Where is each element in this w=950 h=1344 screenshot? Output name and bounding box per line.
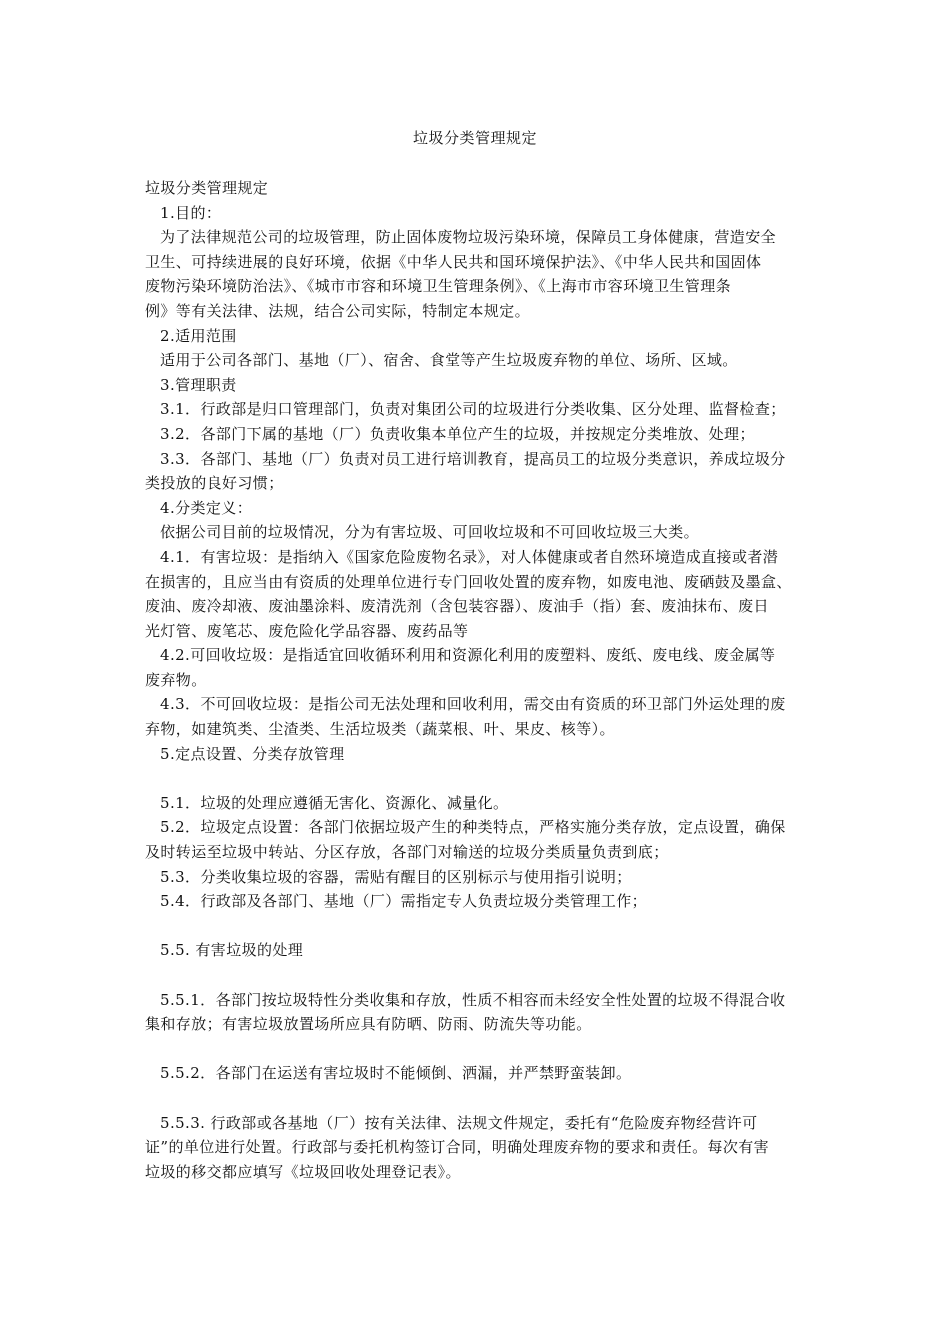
paragraph-line: 光灯管、废笔芯、废危险化学品容器、废药品等 xyxy=(145,621,469,640)
paragraph-line: 集和存放；有害垃圾放置场所应具有防晒、防雨、防流失等功能。 xyxy=(145,1015,592,1034)
paragraph-line: 5.3．分类收集垃圾的容器，需贴有醒目的区别标示与使用指引说明； xyxy=(160,867,632,886)
paragraph-line: 废油、废冷却液、废油墨涂料、废清洗剂（含包装容器）、废油手（指）套、废油抹布、废日 xyxy=(145,597,769,616)
paragraph-line: 5.4．行政部及各部门、基地（厂）需指定专人负责垃圾分类管理工作； xyxy=(160,892,648,911)
document-title: 垃圾分类管理规定 xyxy=(412,129,537,147)
section-heading: 5.5. 有害垃圾的处理 xyxy=(160,941,304,960)
blank-line xyxy=(145,766,815,791)
section-heading: 5.定点设置、分类存放管理 xyxy=(160,744,345,763)
paragraph-line: 4.1．有害垃圾：是指纳入《国家危险废物名录》，对人体健康或者自然环境造成直接或者潜 xyxy=(160,547,779,566)
paragraph-line: 例》等有关法律、法规，结合公司实际，特制定本规定。 xyxy=(145,301,531,320)
paragraph-line: 证”的单位进行处置。行政部与委托机构签订合同，明确处理废弃物的要求和责任。每次有害 xyxy=(145,1138,770,1157)
document-body xyxy=(145,176,815,1184)
paragraph-line: 垃圾的移交都应填写《垃圾回收处理登记表》。 xyxy=(145,1162,461,1181)
paragraph-line: 5.2．垃圾定点设置：各部门依据垃圾产生的种类特点，严格实施分类存放，定点设置，确保 xyxy=(160,818,786,837)
section-heading: 3.管理职责 xyxy=(160,375,237,394)
section-heading: 1.目的： xyxy=(160,203,222,222)
paragraph-line: 5.1．垃圾的处理应遵循无害化、资源化、减量化。 xyxy=(160,793,509,812)
paragraph-line: 弃物，如建筑类、尘渣类、生活垃圾类（蔬菜根、叶、果皮、核等）。 xyxy=(145,720,615,739)
paragraph-line: 5.5.2．各部门在运送有害垃圾时不能倾倒、洒漏，并严禁野蛮装卸。 xyxy=(160,1064,632,1083)
paragraph-line: 3.1．行政部是归口管理部门，负责对集团公司的垃圾进行分类收集、区分处理、监督检查； xyxy=(160,400,786,419)
paragraph-line: 3.2．各部门下属的基地（厂）负责收集本单位产生的垃圾，并按规定分类堆放、处理； xyxy=(160,424,755,443)
paragraph-line: 废物污染环境防治法》、《城市市容和环境卫生管理条例》、《上海市市容环境卫生管理条 xyxy=(145,277,732,296)
section-heading: 4.分类定义： xyxy=(160,498,253,517)
paragraph-line: 适用于公司各部门、基地（厂）、宿舍、食堂等产生垃圾废弃物的单位、场所、区域。 xyxy=(160,351,738,370)
section-heading: 垃圾分类管理规定 xyxy=(145,179,269,197)
paragraph-line: 及时转运至垃圾中转站、分区存放，各部门对输送的垃圾分类质量负责到底； xyxy=(145,843,669,862)
paragraph-line: 卫生、可持续进展的良好环境，依据《中华人民共和国环境保护法》、《中华人民共和国固体 xyxy=(145,252,762,271)
blank-line xyxy=(145,1037,815,1062)
paragraph-line: 依据公司目前的垃圾情况，分为有害垃圾、可回收垃圾和不可回收垃圾三大类。 xyxy=(160,523,700,542)
blank-line xyxy=(145,914,815,939)
blank-line xyxy=(145,1086,815,1111)
paragraph-line: 5.5.3. 行政部或各基地（厂）按有关法律、法规文件规定，委托有“危险废弃物经营许可 xyxy=(160,1113,758,1132)
paragraph-line: 类投放的良好习惯； xyxy=(145,474,284,493)
paragraph-line: 3.3．各部门、基地（厂）负责对员工进行培训教育，提高员工的垃圾分类意识，养成垃圾分 xyxy=(160,449,786,468)
paragraph-line: 5.5.1．各部门按垃圾特性分类收集和存放，性质不相容而未经安全性处置的垃圾不得混合收 xyxy=(160,990,786,1009)
paragraph-line: 在损害的，且应当由有资质的处理单位进行专门回收处置的废弃物，如废电池、废硒鼓及墨盒、 xyxy=(145,572,792,591)
paragraph-line: 废弃物。 xyxy=(145,670,207,689)
paragraph-line: 为了法律规范公司的垃圾管理，防止固体废物垃圾污染环境，保障员工身体健康，营造安全 xyxy=(160,228,777,247)
blank-line xyxy=(145,963,815,988)
paragraph-line: 4.3．不可回收垃圾：是指公司无法处理和回收利用，需交由有资质的环卫部门外运处理的废 xyxy=(160,695,786,714)
section-heading: 2.适用范围 xyxy=(160,326,237,345)
paragraph-line: 4.2.可回收垃圾：是指适宜回收循环利用和资源化利用的废塑料、废纸、废电线、废金属等 xyxy=(160,646,776,665)
